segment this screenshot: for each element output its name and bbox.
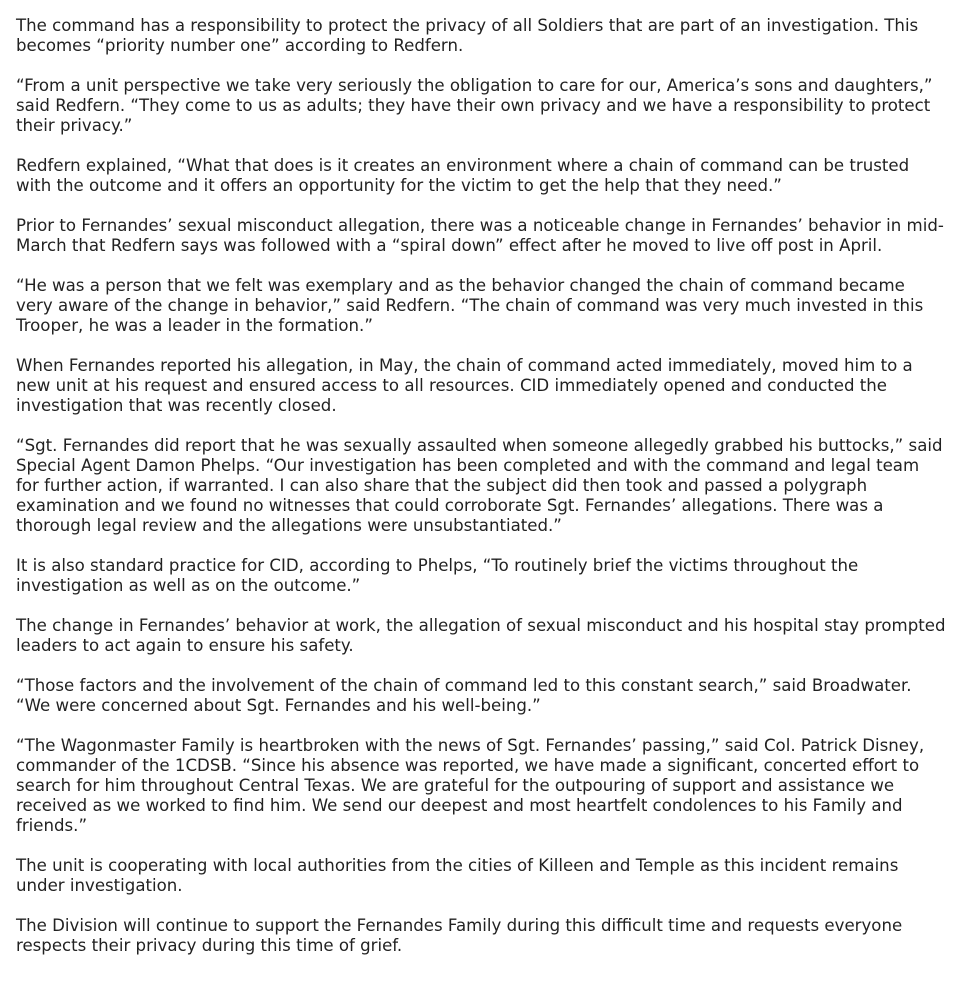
paragraph-behavior-change: Prior to Fernandes’ sexual misconduct allegation, there was a noticeable change in Fernandes’ behavior in mid-March that Redfern says was followed with a “spiral down” effect after he moved to live off post in April. <box>16 216 944 255</box>
article-body <box>16 16 946 976</box>
paragraph-exemplary-quote: “He was a person that we felt was exemplary and as the behavior changed the chain of command became very aware of the change in behavior,” said Redfern. “The chain of command was very much invested in this Trooper, he was a leader in the formation.” <box>16 276 924 335</box>
paragraph-unit-perspective-quote: “From a unit perspective we take very seriously the obligation to care for our, America’s sons and daughters,” said Redfern. “They come to us as adults; they have their own privacy and we have a responsibility to protect their privacy.” <box>16 76 933 135</box>
paragraph-division-support: The Division will continue to support the Fernandes Family during this difficult time and requests everyone respects their privacy during this time of grief. <box>16 916 903 955</box>
paragraph-broadwater-quote: “Those factors and the involvement of the chain of command led to this constant search,” said Broadwater. “We were concerned about Sgt. Fernandes and his well-being.” <box>16 676 912 715</box>
paragraph-local-authorities: The unit is cooperating with local authorities from the cities of Killeen and Temple as this incident remains under investigation. <box>16 856 899 895</box>
paragraph-allegation-reported: When Fernandes reported his allegation, in May, the chain of command acted immediately, moved him to a new unit at his request and ensured access to all resources. CID immediately opened and conducted the investigation that was recently closed. <box>16 356 913 415</box>
paragraph-privacy-responsibility: The command has a responsibility to protect the privacy of all Soldiers that are part of an investigation. This becomes “priority number one” according to Redfern. <box>16 16 919 55</box>
paragraph-disney-quote: “The Wagonmaster Family is heartbroken with the news of Sgt. Fernandes’ passing,” said Col. Patrick Disney, commander of the 1CDSB. “Since his absence was reported, we have made a significant, concerted effort to search for him throughout Central Texas. We are grateful for the outpouring of support and assistance we received as we worked to find him. We send our deepest and most heartfelt condolences to his Family and friends.” <box>16 736 925 835</box>
paragraph-cid-practice: It is also standard practice for CID, according to Phelps, “To routinely brief the victims throughout the investigation as well as on the outcome.” <box>16 556 859 595</box>
paragraph-phelps-quote: “Sgt. Fernandes did report that he was sexually assaulted when someone allegedly grabbed his buttocks,” said Special Agent Damon Phelps. “Our investigation has been completed and with the command and legal team for further action, if warranted. I can also share that the subject did then took and passed a polygraph examination and we found no witnesses that could corroborate Sgt. Fernandes’ allegations. There was a thorough legal review and the allegations were unsubstantiated.” <box>16 436 943 535</box>
paragraph-redfern-explained: Redfern explained, “What that does is it creates an environment where a chain of command can be trusted with the outcome and it offers an opportunity for the victim to get the help that they need.” <box>16 156 910 195</box>
paragraph-leaders-act: The change in Fernandes’ behavior at work, the allegation of sexual misconduct and his hospital stay prompted leaders to act again to ensure his safety. <box>16 616 946 655</box>
